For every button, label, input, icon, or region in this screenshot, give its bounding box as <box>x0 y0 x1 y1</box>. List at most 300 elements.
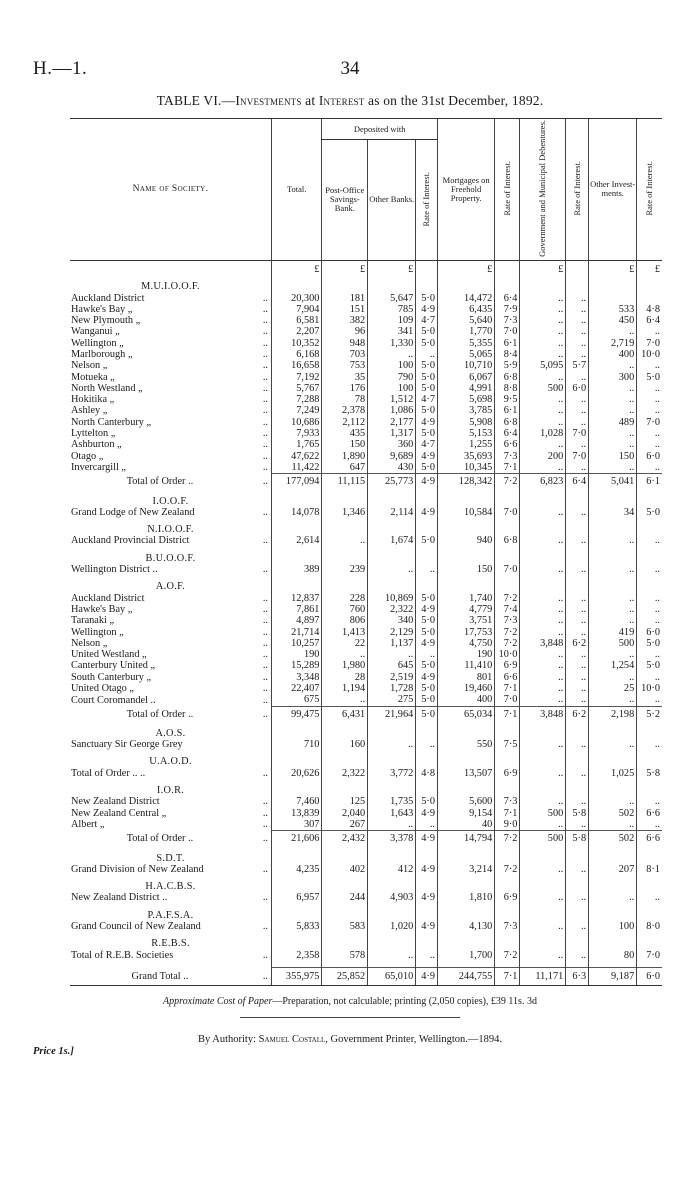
empty-cell <box>416 932 438 949</box>
value-cell: 2,358 <box>272 950 322 961</box>
value-cell: 6·0 <box>637 627 662 638</box>
value-cell: 500 <box>520 831 566 847</box>
value-cell: .. <box>416 739 438 750</box>
value-cell: 1,086 <box>368 405 416 416</box>
value-cell: .. <box>566 593 589 604</box>
value-cell: 7·1 <box>495 967 520 985</box>
currency-symbol: £ <box>272 260 322 275</box>
currency-row <box>70 260 662 275</box>
empty-cell <box>495 750 520 767</box>
value-cell: 22 <box>322 638 368 649</box>
empty-cell <box>438 490 495 507</box>
value-cell: .. <box>520 672 566 683</box>
value-cell: 21,964 <box>368 706 416 722</box>
society-name-cell: Nelson „ <box>71 637 108 649</box>
empty-cell <box>637 750 662 767</box>
empty-cell <box>416 722 438 739</box>
value-cell: .. <box>520 304 566 315</box>
value-cell: 806 <box>322 615 368 626</box>
value-cell: .. <box>566 649 589 660</box>
value-cell: .. <box>566 564 589 575</box>
value-cell: 200 <box>520 451 566 462</box>
empty-cell <box>368 847 416 864</box>
value-cell: .. <box>520 864 566 875</box>
value-cell: 9,187 <box>589 967 637 985</box>
value-cell: 5,153 <box>438 428 495 439</box>
value-cell: 228 <box>322 593 368 604</box>
value-cell: 5·8 <box>637 768 662 779</box>
value-cell: .. <box>416 819 438 831</box>
table-row <box>70 593 662 604</box>
group-heading-label: P.A.F.S.A. <box>147 909 194 921</box>
value-cell: .. <box>637 394 662 405</box>
value-cell: 1,254 <box>589 660 637 671</box>
society-name-cell: North Canterbury „ <box>71 416 152 428</box>
empty-cell <box>589 722 637 739</box>
empty-cell <box>438 847 495 864</box>
empty-cell <box>322 779 368 796</box>
empty-cell <box>566 490 589 507</box>
value-cell: .. <box>589 892 637 903</box>
value-cell: 7,933 <box>272 428 322 439</box>
table-row <box>70 649 662 660</box>
value-cell: 2,432 <box>322 831 368 847</box>
empty-cell <box>368 575 416 592</box>
empty-cell <box>589 547 637 564</box>
value-cell: .. <box>520 394 566 405</box>
value-cell: .. <box>566 950 589 961</box>
empty-cell <box>520 722 566 739</box>
value-cell: 300 <box>589 372 637 383</box>
value-cell: 13,839 <box>272 808 322 819</box>
table-row <box>70 892 662 903</box>
value-cell: 160 <box>322 739 368 750</box>
value-cell: 6·4 <box>637 315 662 326</box>
value-cell: 2,378 <box>322 405 368 416</box>
value-cell: 7·2 <box>495 831 520 847</box>
value-cell: 6·1 <box>495 405 520 416</box>
value-cell: .. <box>637 604 662 615</box>
value-cell: 790 <box>368 372 416 383</box>
value-cell: .. <box>322 535 368 546</box>
value-cell: .. <box>566 326 589 337</box>
empty-cell <box>589 847 637 864</box>
value-cell: 6·6 <box>495 672 520 683</box>
value-cell: 25,852 <box>322 967 368 985</box>
value-cell: 7·4 <box>495 604 520 615</box>
society-name-cell: Auckland District <box>71 292 145 304</box>
value-cell: 35 <box>322 372 368 383</box>
society-name-cell: Otago „ <box>71 450 104 462</box>
group-heading-label: M.U.I.O.O.F. <box>141 281 200 293</box>
value-cell: 1,735 <box>368 796 416 807</box>
value-cell: .. <box>637 819 662 831</box>
leader-dots: .. <box>262 315 269 327</box>
value-cell: 2,112 <box>322 417 368 428</box>
society-name-cell: Total of R.E.B. Societies <box>71 949 174 961</box>
value-cell: 2,177 <box>368 417 416 428</box>
empty-cell <box>368 750 416 767</box>
value-cell: 5·0 <box>416 615 438 626</box>
value-cell: 25 <box>589 683 637 694</box>
value-cell: 430 <box>368 462 416 474</box>
value-cell: .. <box>566 627 589 638</box>
value-cell: 500 <box>589 638 637 649</box>
society-group-heading <box>70 779 662 796</box>
empty-cell <box>589 904 637 921</box>
value-cell: 7·0 <box>566 451 589 462</box>
empty-cell <box>368 779 416 796</box>
table-row <box>70 428 662 439</box>
value-cell: 47,622 <box>272 451 322 462</box>
value-cell: .. <box>566 672 589 683</box>
value-cell: 1,330 <box>368 338 416 349</box>
value-cell: 4·7 <box>416 315 438 326</box>
value-cell: 2,719 <box>589 338 637 349</box>
value-cell: 190 <box>438 649 495 660</box>
value-cell <box>637 293 662 304</box>
value-cell: 5·0 <box>416 462 438 474</box>
value-cell: .. <box>589 649 637 660</box>
empty-cell <box>272 490 322 507</box>
empty-cell <box>416 275 438 292</box>
value-cell: .. <box>566 417 589 428</box>
empty-cell <box>566 847 589 864</box>
empty-cell <box>520 904 566 921</box>
empty-cell <box>416 779 438 796</box>
value-cell: 7·3 <box>495 315 520 326</box>
value-cell: 6,168 <box>272 349 322 360</box>
empty-cell <box>566 779 589 796</box>
value-cell: .. <box>637 694 662 706</box>
value-cell: 12,837 <box>272 593 322 604</box>
leader-dots: .. <box>262 863 269 875</box>
table-row <box>70 315 662 326</box>
value-cell: 7·3 <box>495 921 520 932</box>
empty-cell <box>566 575 589 592</box>
value-cell: 3,214 <box>438 864 495 875</box>
value-cell: 6·8 <box>495 417 520 428</box>
value-cell: 17,753 <box>438 627 495 638</box>
value-cell: 6,957 <box>272 892 322 903</box>
value-cell: .. <box>566 394 589 405</box>
leader-dots: .. <box>251 967 272 985</box>
value-cell: 11,410 <box>438 660 495 671</box>
value-cell: .. <box>566 535 589 546</box>
value-cell: 5,095 <box>520 360 566 371</box>
empty-cell <box>416 518 438 535</box>
empty-cell <box>589 750 637 767</box>
value-cell: .. <box>520 649 566 660</box>
table-row <box>70 372 662 383</box>
value-cell: 21,606 <box>272 831 322 847</box>
society-name-cell: New Plymouth „ <box>71 315 141 327</box>
table-row <box>70 564 662 575</box>
leader-dots: .. <box>262 892 269 904</box>
value-cell: 675 <box>272 694 322 706</box>
value-cell: 4·7 <box>416 439 438 450</box>
value-cell: 7·0 <box>495 564 520 575</box>
society-name-cell: Total of Order .. .. <box>71 767 146 779</box>
value-cell: .. <box>416 649 438 660</box>
value-cell: .. <box>520 439 566 450</box>
value-cell: .. <box>589 394 637 405</box>
empty-cell <box>272 779 322 796</box>
empty-cell <box>272 904 322 921</box>
society-name-cell: United Westland „ <box>71 649 147 661</box>
value-cell: 15,289 <box>272 660 322 671</box>
value-cell: 389 <box>272 564 322 575</box>
value-cell: 6·4 <box>495 428 520 439</box>
value-cell: 8·1 <box>637 864 662 875</box>
col-rate-mortgages: Rate of Interest. <box>495 119 520 261</box>
empty-cell <box>495 904 520 921</box>
value-cell: 5,833 <box>272 921 322 932</box>
value-cell: 7·3 <box>495 615 520 626</box>
value-cell: 6·4 <box>495 293 520 304</box>
value-cell: 1,194 <box>322 683 368 694</box>
value-cell: .. <box>520 660 566 671</box>
value-cell: .. <box>637 439 662 450</box>
value-cell: 400 <box>438 694 495 706</box>
value-cell: 340 <box>368 615 416 626</box>
value-cell: 7·0 <box>637 338 662 349</box>
society-name-cell: Grand Division of New Zealand <box>71 863 204 875</box>
value-cell: 244,755 <box>438 967 495 985</box>
society-group-heading <box>70 875 662 892</box>
value-cell: 100 <box>368 360 416 371</box>
col-mortgages: Mortgages on Freehold Property. <box>438 119 495 261</box>
value-cell: 10,686 <box>272 417 322 428</box>
value-cell: .. <box>368 739 416 750</box>
empty-cell <box>520 518 566 535</box>
value-cell: 6·0 <box>637 967 662 985</box>
value-cell: .. <box>520 593 566 604</box>
society-group-heading <box>70 932 662 949</box>
value-cell: 4·9 <box>416 638 438 649</box>
society-name-cell: Grand Council of New Zealand <box>71 921 201 933</box>
society-name-cell: Wellington „ <box>71 626 124 638</box>
value-cell: .. <box>520 768 566 779</box>
value-cell: 412 <box>368 864 416 875</box>
value-cell: .. <box>589 604 637 615</box>
value-cell: 9·0 <box>495 819 520 831</box>
society-name-cell: Court Coromandel .. <box>71 694 156 706</box>
society-name-cell: Grand Lodge of New Zealand <box>71 506 195 518</box>
empty-cell <box>251 260 272 275</box>
empty-cell <box>520 932 566 949</box>
value-cell: 753 <box>322 360 368 371</box>
society-group-heading <box>70 275 662 292</box>
value-cell: .. <box>589 326 637 337</box>
table-row <box>70 921 662 932</box>
currency-symbol: £ <box>438 260 495 275</box>
empty-cell <box>416 260 438 275</box>
society-name-cell: Hawke's Bay „ <box>71 603 133 615</box>
leader-dots: .. <box>262 416 269 428</box>
empty-cell <box>322 904 368 921</box>
table-row <box>70 349 662 360</box>
empty-cell <box>272 750 322 767</box>
leader-dots: .. <box>262 428 269 440</box>
value-cell: 1,028 <box>520 428 566 439</box>
value-cell: 4·8 <box>416 768 438 779</box>
leader-dots <box>251 739 272 750</box>
value-cell: 419 <box>589 627 637 638</box>
empty-cell <box>637 547 662 564</box>
leader-dots: .. <box>262 921 269 933</box>
value-cell: 5,041 <box>589 474 637 490</box>
empty-cell <box>368 518 416 535</box>
value-cell: 647 <box>322 462 368 474</box>
table-row <box>70 439 662 450</box>
col-post-office: Post-Office Savings-Bank. <box>322 140 368 261</box>
value-cell: 4·9 <box>416 892 438 903</box>
society-group-heading <box>70 904 662 921</box>
value-cell: 7,904 <box>272 304 322 315</box>
value-cell: 181 <box>322 293 368 304</box>
value-cell: 355,975 <box>272 967 322 985</box>
empty-cell <box>368 275 416 292</box>
value-cell: 578 <box>322 950 368 961</box>
society-group-heading <box>70 575 662 592</box>
empty-cell <box>637 847 662 864</box>
value-cell: 10·0 <box>495 649 520 660</box>
value-cell: 5,640 <box>438 315 495 326</box>
empty-cell <box>272 932 322 949</box>
value-cell: .. <box>520 819 566 831</box>
empty-cell <box>637 779 662 796</box>
value-cell: 1,980 <box>322 660 368 671</box>
empty-cell <box>438 547 495 564</box>
value-cell: 109 <box>368 315 416 326</box>
leader-dots: .. <box>262 382 269 394</box>
empty-cell <box>520 547 566 564</box>
empty-cell <box>495 932 520 949</box>
empty-cell <box>368 490 416 507</box>
society-name-cell: Auckland Provincial District <box>71 535 190 547</box>
value-cell: 4,750 <box>438 638 495 649</box>
value-cell: 785 <box>368 304 416 315</box>
value-cell: .. <box>322 694 368 706</box>
value-cell: 1,512 <box>368 394 416 405</box>
society-name-cell: North Westland „ <box>71 382 143 394</box>
value-cell: 6·0 <box>637 451 662 462</box>
empty-cell <box>438 932 495 949</box>
empty-cell <box>322 722 368 739</box>
value-cell: 6·3 <box>566 967 589 985</box>
value-cell: 583 <box>322 921 368 932</box>
value-cell: .. <box>637 462 662 474</box>
value-cell: .. <box>368 349 416 360</box>
value-cell: .. <box>368 564 416 575</box>
value-cell: .. <box>637 615 662 626</box>
value-cell: .. <box>637 383 662 394</box>
value-cell: 21,714 <box>272 627 322 638</box>
leader-dots: .. <box>262 462 269 474</box>
empty-cell <box>322 750 368 767</box>
empty-cell <box>495 847 520 864</box>
value-cell: 7·3 <box>495 451 520 462</box>
value-cell: 1,255 <box>438 439 495 450</box>
value-cell: 710 <box>272 739 322 750</box>
value-cell: 8·8 <box>495 383 520 394</box>
value-cell: 150 <box>322 439 368 450</box>
empty-cell <box>438 904 495 921</box>
value-cell: 5·0 <box>416 326 438 337</box>
value-cell: 5·0 <box>416 372 438 383</box>
value-cell: 14,078 <box>272 507 322 518</box>
group-heading-label: A.O.F. <box>155 581 186 593</box>
value-cell: 8·0 <box>637 921 662 932</box>
value-cell: 4·9 <box>416 304 438 315</box>
value-cell: 801 <box>438 672 495 683</box>
empty-cell <box>438 275 495 292</box>
society-name-cell: Wellington District .. <box>71 564 158 576</box>
value-cell: .. <box>566 405 589 416</box>
value-cell: 1,728 <box>368 683 416 694</box>
value-cell: .. <box>637 405 662 416</box>
empty-cell <box>495 722 520 739</box>
empty-cell <box>272 275 322 292</box>
value-cell: .. <box>520 507 566 518</box>
value-cell: 6,435 <box>438 304 495 315</box>
leader-dots: .. <box>262 807 269 819</box>
empty-cell <box>589 779 637 796</box>
value-cell: 4·9 <box>416 604 438 615</box>
value-cell: 9·5 <box>495 394 520 405</box>
empty-cell <box>438 575 495 592</box>
value-cell: .. <box>566 304 589 315</box>
value-cell: .. <box>589 428 637 439</box>
value-cell: 6·6 <box>495 439 520 450</box>
value-cell: 125 <box>322 796 368 807</box>
value-cell: 6·6 <box>637 808 662 819</box>
value-cell: 1,765 <box>272 439 322 450</box>
value-cell: 5·0 <box>416 660 438 671</box>
society-group-heading <box>70 847 662 864</box>
value-cell: 6,581 <box>272 315 322 326</box>
value-cell: 5·7 <box>566 360 589 371</box>
value-cell: .. <box>589 739 637 750</box>
value-cell: 5·0 <box>637 372 662 383</box>
empty-cell <box>416 875 438 892</box>
value-cell: 940 <box>438 535 495 546</box>
value-cell: 6·2 <box>566 706 589 722</box>
leader-dots: .. <box>262 819 269 831</box>
empty-cell <box>637 275 662 292</box>
value-cell: .. <box>368 649 416 660</box>
value-cell: 65,034 <box>438 706 495 722</box>
value-cell: 6·8 <box>495 372 520 383</box>
value-cell: 7·1 <box>495 808 520 819</box>
value-cell: 7·2 <box>495 474 520 490</box>
col-deposited-with: Deposited with <box>322 119 438 140</box>
value-cell: .. <box>520 462 566 474</box>
empty-cell <box>438 750 495 767</box>
value-cell: .. <box>637 892 662 903</box>
value-cell: .. <box>566 921 589 932</box>
value-cell: 2,207 <box>272 326 322 337</box>
col-other-banks: Other Banks. <box>368 140 416 261</box>
value-cell: 5·0 <box>416 405 438 416</box>
value-cell: .. <box>566 293 589 304</box>
empty-cell <box>637 904 662 921</box>
table-row <box>70 683 662 694</box>
value-cell: 5,355 <box>438 338 495 349</box>
value-cell: 1,810 <box>438 892 495 903</box>
value-cell: .. <box>416 349 438 360</box>
